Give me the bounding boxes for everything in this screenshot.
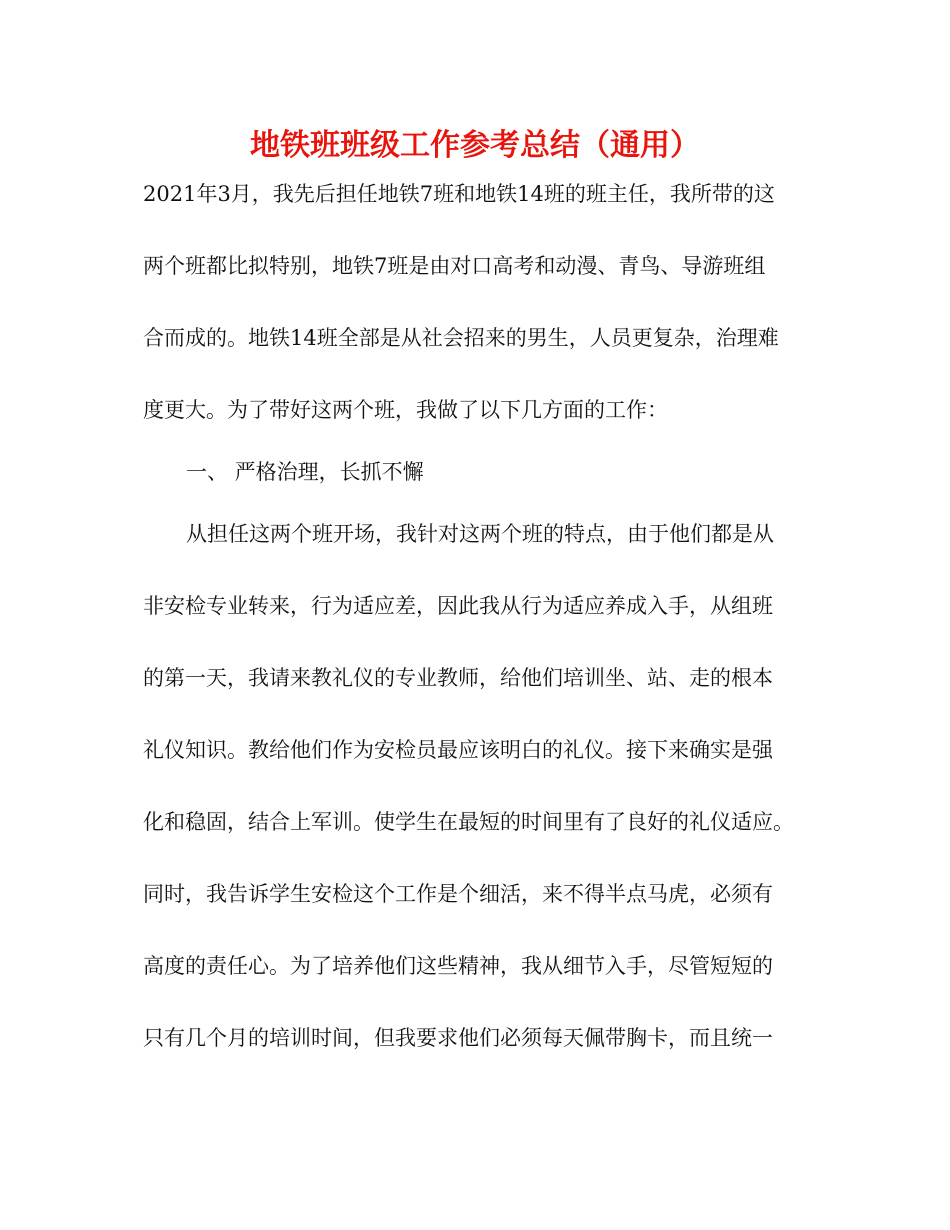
- paragraph-line: 度更大。为了带好这两个班，我做了以下几方面的工作：: [143, 398, 668, 422]
- paragraph-line: 高度的责任心。为了培养他们这些精神，我从细节入手，尽管短短的: [143, 954, 773, 978]
- paragraph-line: 两个班都比拟特别，地铁7班是由对口高考和动漫、青鸟、导游班组: [143, 254, 766, 278]
- paragraph-line: 化和稳固，结合上军训。使学生在最短的时间里有了良好的礼仪适应。: [143, 810, 794, 834]
- paragraph-line: 礼仪知识。教给他们作为安检员最应该明白的礼仪。接下来确实是强: [143, 738, 773, 762]
- paragraph-line: 同时，我告诉学生安检这个工作是个细活，来不得半点马虎，必须有: [143, 882, 773, 906]
- paragraph-line: 合而成的。地铁14班全部是从社会招来的男生，人员更复杂，治理难: [143, 326, 779, 350]
- paragraph-line: 2021年3月，我先后担任地铁7班和地铁14班的班主任，我所带的这: [143, 182, 775, 206]
- section-heading: 一、 严格治理，长抓不懈: [186, 460, 424, 484]
- paragraph-line: 非安检专业转来，行为适应差，因此我从行为适应养成入手，从组班: [143, 594, 773, 618]
- paragraph-line: 只有几个月的培训时间，但我要求他们必须每天佩带胸卡，而且统一: [143, 1026, 773, 1050]
- paragraph-line: 的第一天，我请来教礼仪的专业教师，给他们培训坐、站、走的根本: [143, 666, 773, 690]
- document-title: 地铁班班级工作参考总结（通用）: [250, 128, 700, 163]
- paragraph-line: 从担任这两个班开场，我针对这两个班的特点，由于他们都是从: [186, 522, 774, 546]
